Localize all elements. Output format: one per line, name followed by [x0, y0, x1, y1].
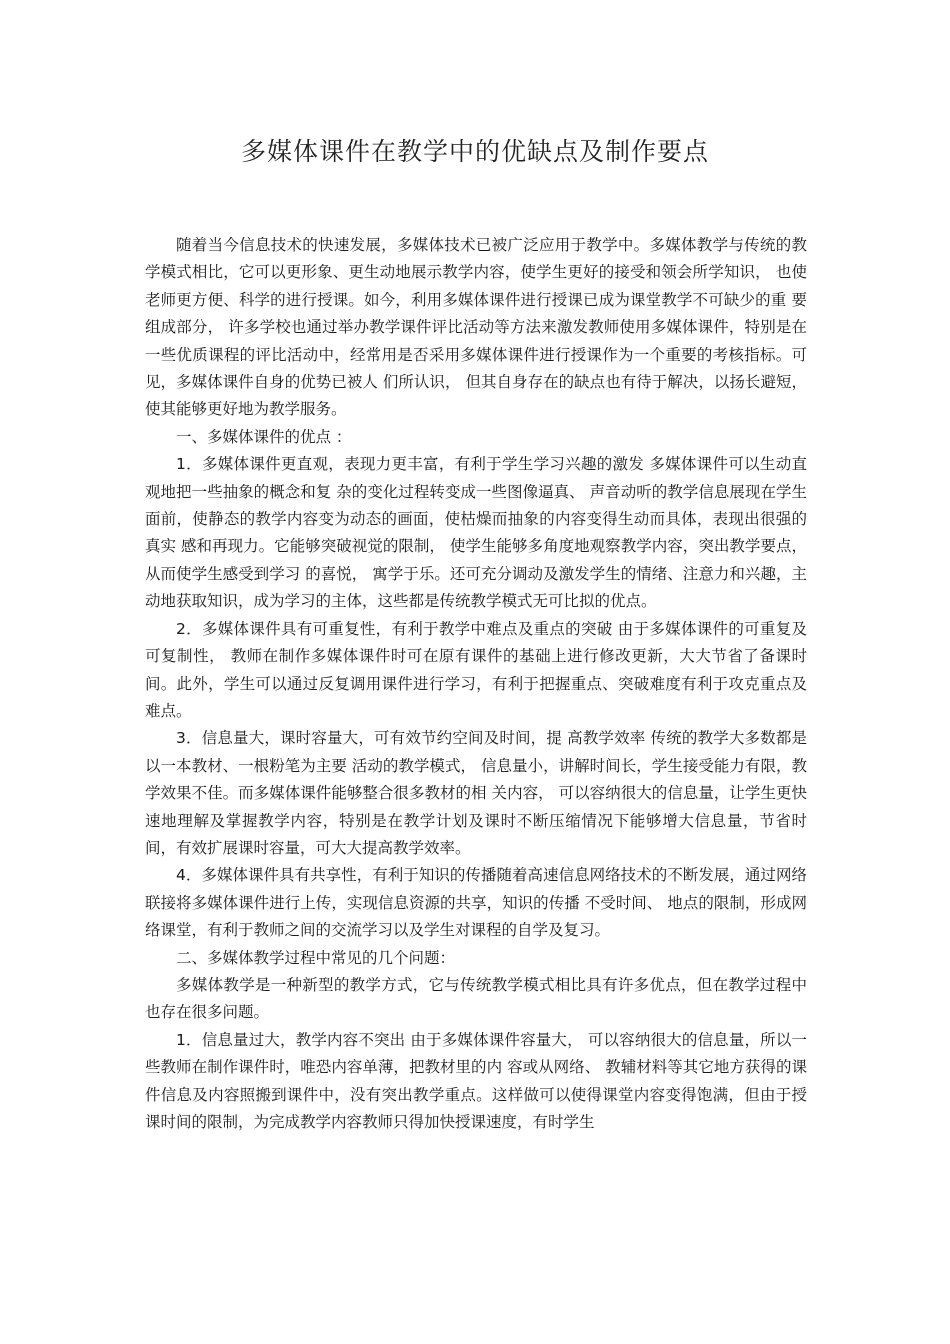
heading-problems: 二、多媒体教学过程中常见的几个问题：	[176, 948, 456, 967]
paragraph-advantage-4: 4．多媒体课件具有共享性，有利于知识的传播随着高速信息网络技术的不断发展，通过网络联接将多媒体课件进行上传，实现信息资源的共享，知识的传播 不受时间、 地点的限制，形成网络课堂，有利于教师之间的交流学习以及学生对课程的自学及复习。	[145, 866, 807, 940]
paragraph-intro: 随着当今信息技术的快速发展，多媒体技术已被广泛应用于教学中。多媒体教学与传统的教学模式相比，它可以更形象、更生动地展示教学内容，使学生更好的接受和领会所学知识， 也使老师更方便、科学的进行授课。如今，利用多媒体课件进行授课已成为课堂教学不可缺少的重 要组成部分， 许多学校也通过举办教学课件评比活动等方法来激发教师使用多媒体课件，特别是在一些优质课程的评比活动中，经常用是否采用多媒体课件进行授课作为一个重要的考核指标。可见，多媒体课件自身的优势已被人 们所认识， 但其自身存在的缺点也有待于解决，以扬长避短，使其能够更好地为教学服务。	[145, 236, 807, 419]
paragraph-problem-1: 1．信息量过大，教学内容不突出 由于多媒体课件容量大， 可以容纳很大的信息量，所以一些教师在制作课件时，唯恐内容单薄，把教材里的内 容或从网络、 教辅材料等其它地方获得的课件信息及内容照搬到课件中，没有突出教学重点。这样做可以使得课堂内容变得饱满，但由于授课时间的限制，为完成教学内容教师只得加快授课速度，有时学生	[145, 1030, 807, 1131]
document-title: 多媒体课件在教学中的优缺点及制作要点	[240, 137, 709, 166]
heading-advantages: 一、多媒体课件的优点 ：	[176, 427, 352, 446]
document-body	[145, 232, 807, 1136]
paragraph-advantage-2: 2．多媒体课件具有可重复性，有利于教学中难点及重点的突破 由于多媒体课件的可重复及可复制性， 教师在制作多媒体课件时可在原有课件的基础上进行修改更新，大大节省了备课时间。此外，学生可以通过反复调用课件进行学习，有利于把握重点、突破难度有利于攻克重点及难点。	[145, 619, 807, 720]
paragraph-problems-intro: 多媒体教学是一种新型的教学方式，它与传统教学模式相比具有许多优点，但在教学过程中也存在很多问题。	[145, 975, 807, 1022]
paragraph-advantage-1: 1．多媒体课件更直观，表现力更丰富，有利于学生学习兴趣的激发 多媒体课件可以生动直观地把一些抽象的概念和复 杂的变化过程转变成一些图像逼真、 声音动听的教学信息展现在学生面前，使静态的教学内容变为动态的画面，使枯燥而抽象的内容变得生动而具体，表现出很强的真实 感和再现力。它能够突破视觉的限制， 使学生能够多角度地观察教学内容，突出教学要点，从而使学生感受到学习 的喜悦， 寓学于乐。还可充分调动及激发学生的情绪、注意力和兴趣，主动地获取知识，成为学习的主体，这些都是传统教学模式无可比拟的优点。	[145, 455, 807, 611]
paragraph-advantage-3: 3．信息量大，课时容量大，可有效节约空间及时间，提 高教学效率 传统的教学大多数都是以一本教材、一根粉笔为主要 活动的教学模式， 信息量小，讲解时间长，学生接受能力有限，教学效果不佳。而多媒体课件能够整合很多教材的相 关内容， 可以容纳很大的信息量，让学生更快速地理解及掌握教学内容，特别是在教学计划及课时不断压缩情况下能够增大信息量，节省时间，有效扩展课时容量，可大大提高教学效率。	[145, 729, 807, 857]
